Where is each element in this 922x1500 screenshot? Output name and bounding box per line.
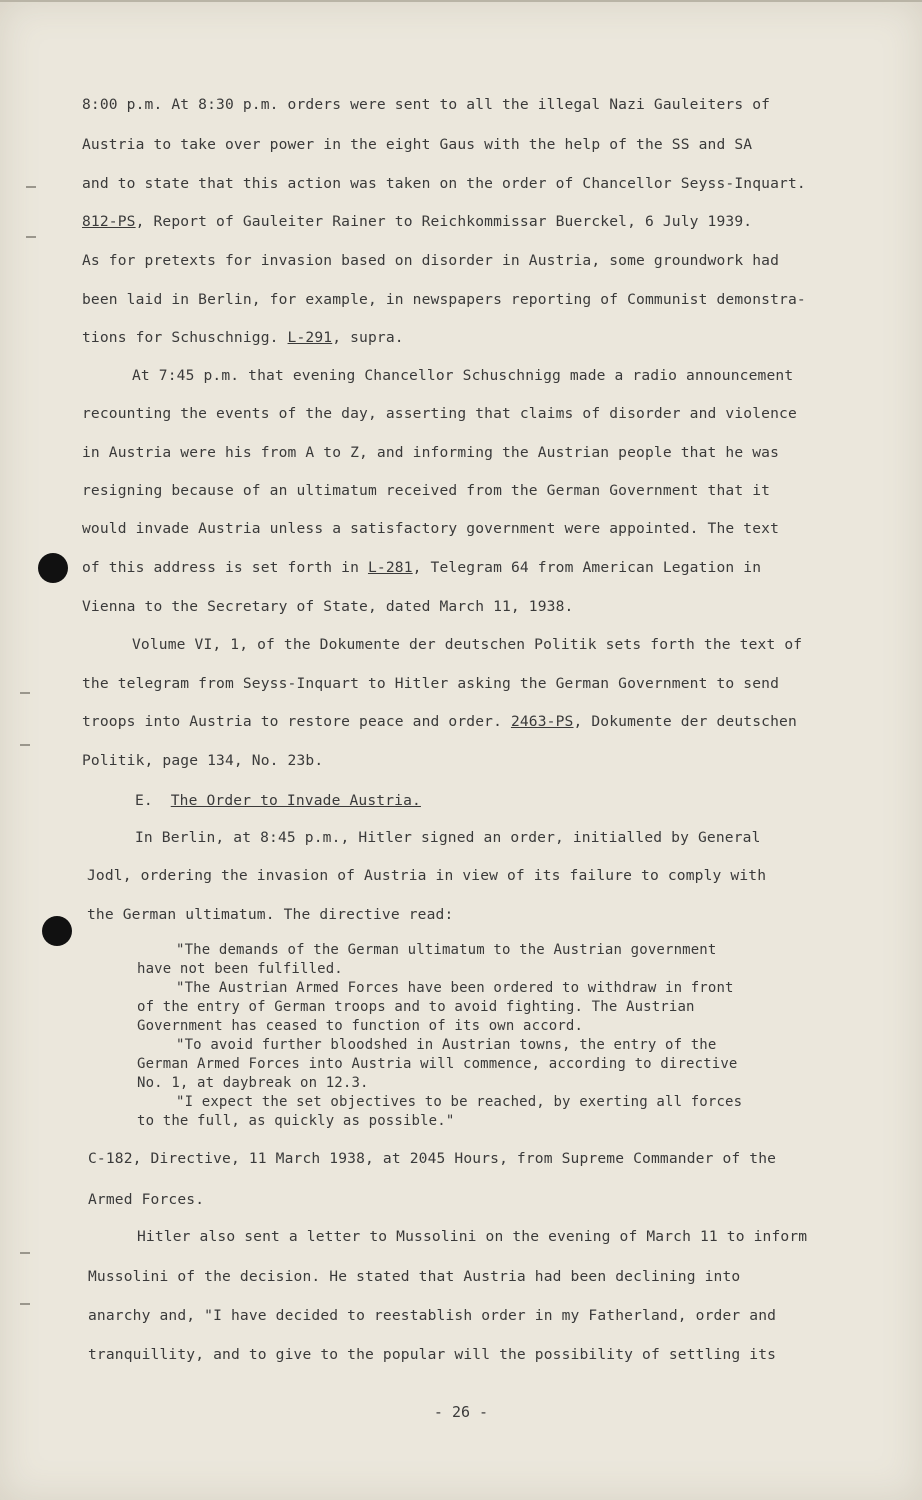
text-line: Politik, page 134, No. 23b. bbox=[82, 752, 324, 769]
quote-line: No. 1, at daybreak on 12.3. bbox=[137, 1075, 369, 1091]
text-line: At 7:45 p.m. that evening Chancellor Schuschnigg made a radio announcement bbox=[132, 367, 794, 384]
text-line: In Berlin, at 8:45 p.m., Hitler signed an order, initialled by General bbox=[135, 829, 761, 846]
margin-mark bbox=[20, 1252, 30, 1254]
text-line: 8:00 p.m. At 8:30 p.m. orders were sent to all the illegal Nazi Gauleiters of bbox=[82, 96, 771, 113]
document-reference: L-291 bbox=[287, 329, 333, 346]
text-line: Volume VI, 1, of the Dokumente der deutschen Politik sets forth the text of bbox=[132, 636, 803, 653]
punch-hole bbox=[42, 916, 72, 946]
text-segment: troops into Austria to restore peace and order. bbox=[82, 713, 511, 730]
margin-mark bbox=[20, 744, 30, 746]
text-line: tranquillity, and to give to the popular will the possibility of settling its bbox=[88, 1346, 777, 1363]
text-line: anarchy and, "I have decided to reestablish order in my Fatherland, order and bbox=[88, 1307, 777, 1324]
text-line: the telegram from Seyss-Inquart to Hitler asking the German Government to send bbox=[82, 675, 780, 692]
text-line: the German ultimatum. The directive read: bbox=[87, 906, 454, 923]
page-number: - 26 - bbox=[433, 1403, 489, 1421]
text-segment: , Report of Gauleiter Rainer to Reichkommissar Buerckel, 6 July 1939. bbox=[135, 213, 753, 230]
text-line bbox=[82, 329, 404, 346]
text-line: been laid in Berlin, for example, in newspapers reporting of Communist demonstra- bbox=[82, 291, 806, 308]
text-line bbox=[82, 713, 797, 730]
text-line: Mussolini of the decision. He stated that Austria had been declining into bbox=[88, 1268, 741, 1285]
margin-mark bbox=[20, 692, 30, 694]
text-line: would invade Austria unless a satisfactory government were appointed. The text bbox=[82, 520, 780, 537]
section-title: The Order to Invade Austria. bbox=[170, 792, 421, 809]
document-reference: L-281 bbox=[367, 559, 413, 576]
text-segment: , Dokumente der deutschen bbox=[573, 713, 797, 730]
text-line: As for pretexts for invasion based on disorder in Austria, some groundwork had bbox=[82, 252, 780, 269]
margin-mark bbox=[26, 236, 36, 238]
text-line: C-182, Directive, 11 March 1938, at 2045 Hours, from Supreme Commander of the bbox=[88, 1150, 777, 1167]
text-line: recounting the events of the day, asserting that claims of disorder and violence bbox=[82, 405, 797, 422]
quote-line: "The demands of the German ultimatum to the Austrian government bbox=[176, 942, 717, 958]
page-top-edge bbox=[0, 0, 922, 2]
text-line: Vienna to the Secretary of State, dated March 11, 1938. bbox=[82, 598, 574, 615]
text-line: Armed Forces. bbox=[88, 1191, 205, 1208]
text-line bbox=[82, 213, 752, 230]
section-heading bbox=[135, 792, 421, 809]
punch-hole bbox=[38, 553, 68, 583]
text-line: Austria to take over power in the eight Gaus with the help of the SS and SA bbox=[82, 136, 753, 153]
text-segment: tions for Schuschnigg. bbox=[82, 329, 288, 346]
text-line bbox=[82, 559, 761, 576]
text-line: resigning because of an ultimatum received from the German Government that it bbox=[82, 482, 771, 499]
text-line: Hitler also sent a letter to Mussolini on the evening of March 11 to inform bbox=[137, 1228, 808, 1245]
quote-line: "To avoid further bloodshed in Austrian towns, the entry of the bbox=[176, 1037, 717, 1053]
quote-line: to the full, as quickly as possible." bbox=[137, 1113, 455, 1129]
quote-line: have not been fulfilled. bbox=[137, 961, 343, 977]
text-line: Jodl, ordering the invasion of Austria in view of its failure to comply with bbox=[87, 867, 767, 884]
document-reference: 812-PS bbox=[82, 213, 136, 230]
text-line: and to state that this action was taken on the order of Chancellor Seyss-Inquart. bbox=[82, 175, 806, 192]
text-segment: of this address is set forth in bbox=[82, 559, 368, 576]
quote-line: "I expect the set objectives to be reached, by exerting all forces bbox=[176, 1094, 743, 1110]
quote-line: of the entry of German troops and to avoid fighting. The Austrian bbox=[137, 999, 695, 1015]
quote-line: German Armed Forces into Austria will commence, according to directive bbox=[137, 1056, 738, 1072]
document-reference: 2463-PS bbox=[510, 713, 574, 730]
quote-line: "The Austrian Armed Forces have been ordered to withdraw in front bbox=[176, 980, 734, 996]
text-line: in Austria were his from A to Z, and informing the Austrian people that he was bbox=[82, 444, 780, 461]
quote-line: Government has ceased to function of its own accord. bbox=[137, 1018, 584, 1034]
margin-mark bbox=[26, 186, 36, 188]
text-segment: , supra. bbox=[332, 329, 404, 346]
text-segment: , Telegram 64 from American Legation in bbox=[412, 559, 762, 576]
margin-mark bbox=[20, 1303, 30, 1305]
section-letter: E. bbox=[135, 792, 153, 809]
